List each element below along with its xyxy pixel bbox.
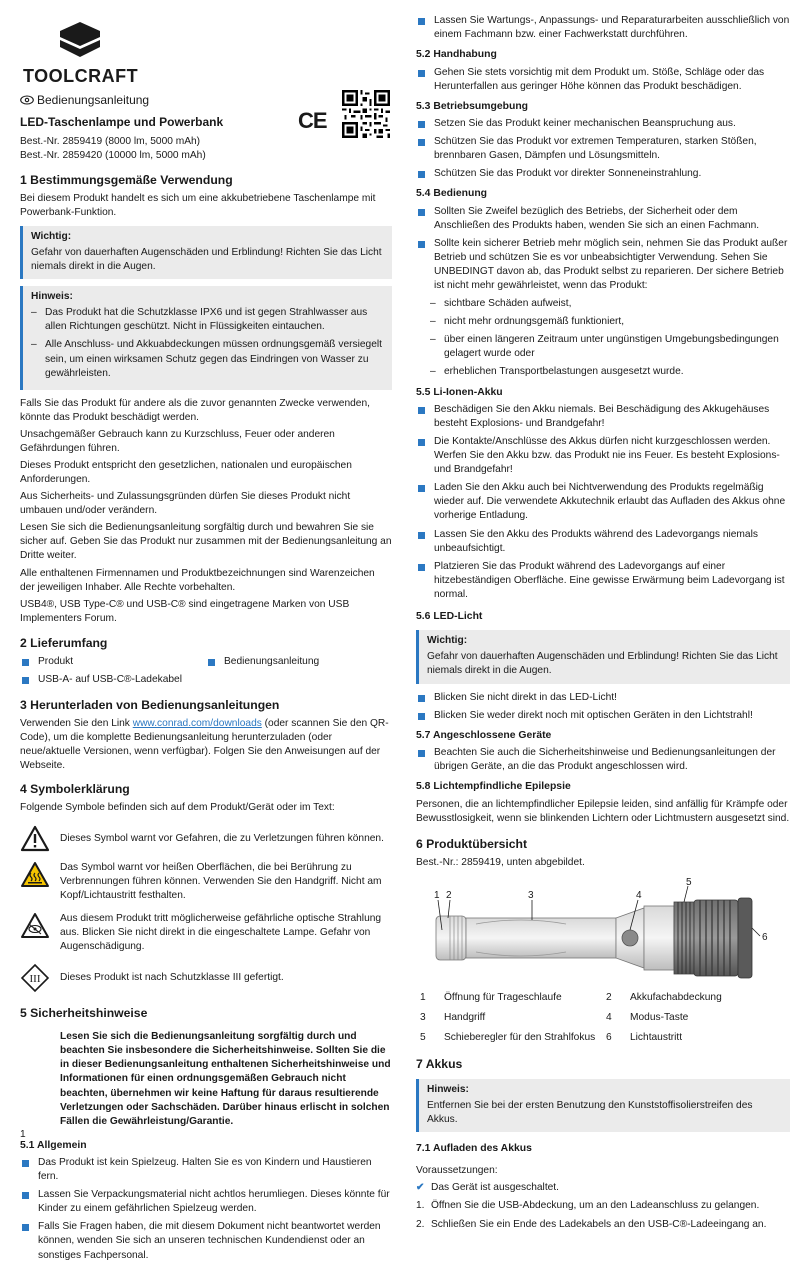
doc-type: Bedienungsanleitung — [37, 93, 150, 107]
note-item: – Das Produkt hat die Schutzklasse IPX6 und ist gegen Strahlwasser aus allen Richtungen geschützt. Nicht in Flüssigkeiten eintauchen. — [31, 306, 384, 334]
item-number-1: Best.-Nr. 2859419 (8000 lm, 5000 mAh) — [20, 136, 201, 148]
qr-code-icon[interactable] — [342, 90, 390, 138]
list-item: Lassen Sie den Akku des Produkts während des Ladevorgangs niemals unbeaufsichtigt. — [416, 528, 790, 556]
warning-text: Gefahr von dauerhaften Augenschäden und Erblindung! Richten Sie das Licht niemals direkt in die Augen. — [427, 651, 778, 677]
warning-title: Wichtig: — [427, 635, 468, 647]
overview-intro: Best.-Nr.: 2859419, unten abgebildet. — [416, 856, 585, 868]
optical-radiation-icon — [20, 912, 50, 939]
symbol-intro: Folgende Symbole befinden sich auf dem Produkt/Gerät oder im Text: — [20, 801, 335, 813]
section-3-heading: 3 Herunterladen von Bedienungsanleitungen — [20, 697, 280, 712]
sub-item: – über einen längeren Zeitraum unter ungünstigen Umgebungsbedingungen gelagert wurde oder — [430, 333, 790, 361]
paragraph: Alle enthaltenen Firmennamen und Produktbezeichnungen sind Warenzeichen der jeweiligen Inhaber. Alle Rechte vorbehalten. — [20, 567, 375, 593]
section-7-heading: 7 Akkus — [416, 1056, 463, 1071]
symbol-row — [20, 861, 392, 903]
paragraph: Unsachgemäßer Gebrauch kann zu Kurzschluss, Feuer oder anderen Gefährdungen führen. — [20, 428, 335, 454]
eye-icon — [20, 95, 34, 105]
list-item: Sollten Sie Zweifel bezüglich des Betriebs, der Sicherheit oder dem Anschließen des Produkts haben, wenden Sie sich an einen Fachmann. — [416, 205, 790, 233]
section-6-heading: 6 Produktübersicht — [416, 836, 528, 851]
list-item: Falls Sie Fragen haben, die mit diesem Dokument nicht beantwortet werden können, wenden Sie sich an unseren technischen Kundendienst oder an sonstiges Fachpersonal. — [20, 1220, 392, 1262]
note-box — [20, 286, 392, 389]
delivery-item: USB-A- auf USB-C®-Ladekabel — [20, 673, 206, 687]
sub-item: – erheblichen Transportbelastungen ausgesetzt wurde. — [430, 365, 790, 379]
list-item: Das Produkt ist kein Spielzeug. Halten Sie es von Kindern und Haustieren fern. — [20, 1156, 392, 1184]
callout-4: 4 — [636, 889, 642, 901]
symbol-text: Das Symbol warnt vor heißen Oberflächen, die bei Berührung zu Verbrennungen führen können. Verwenden Sie den Handgriff. Nicht am Kopf/Lichtaustritt festhalten. — [60, 861, 382, 902]
note-title: Hinweis: — [31, 291, 73, 303]
list-item: Die Kontakte/Anschlüsse des Akkus dürfen nicht kurzgeschlossen werden. Werfen Sie den Akku bzw. das Produkt nie ins Feuer. Es besteht Explosions- und Brandgefahr! — [416, 435, 790, 477]
sub-item: – nicht mehr ordnungsgemäß funktioniert, — [430, 315, 790, 329]
section-5-3-heading: 5.3 Betriebsumgebung — [416, 100, 529, 112]
list-item: Beschädigen Sie den Akku niemals. Bei Beschädigung des Akkugehäuses besteht Explosions- und Brandgefahr! — [416, 403, 790, 431]
warning-box — [20, 226, 392, 279]
section-5-5-heading: 5.5 Li-Ionen-Akku — [416, 386, 503, 398]
item-number-2: Best.-Nr. 2859420 (10000 lm, 5000 mAh) — [20, 150, 206, 162]
ce-mark: CE — [298, 108, 327, 133]
section-2-heading: 2 Lieferumfang — [20, 635, 108, 650]
list-item: Lassen Sie Wartungs-, Anpassungs- und Reparaturarbeiten ausschließlich von einem Fachmann bzw. einer Fachwerkstatt durchführen. — [416, 14, 790, 42]
download-link[interactable]: www.conrad.com/downloads — [132, 717, 262, 729]
scope-of-delivery — [20, 655, 392, 691]
callout-5: 5 — [686, 876, 692, 888]
section-1-heading: 1 Bestimmungsgemäße Verwendung — [20, 173, 233, 187]
table-row: 5 Schieberegler für den Strahlfokus 6 Lichtaustritt — [420, 1031, 683, 1043]
checkmark-icon: ✔ — [416, 1182, 425, 1194]
section-5-8-heading: 5.8 Lichtempfindliche Epilepsie — [416, 781, 571, 793]
sub-item: – sichtbare Schäden aufweist, — [430, 297, 790, 311]
section-4-heading: 4 Symbolerklärung — [20, 781, 130, 796]
symbol-text: Dieses Produkt ist nach Schutzklasse III gefertigt. — [60, 972, 284, 984]
hot-surface-icon — [20, 861, 50, 888]
safety-intro: Lesen Sie sich die Bedienungsanleitung sorgfältig durch und beachten Sie insbesondere die Sicherheitshinweise. Sollten Sie die in dieser Bedienungsanleitung enthaltenen Sicherheitshinweise und Informationen für einen ordnungsgemäßen Gebrauch nicht beachten, übernehmen wir keine Haftung für daraus resultierende Verletzungen oder Sachschäden. Darüber hinaus erlischt in solchen Fällen die Gewährleistung/Garantie. — [60, 1031, 391, 1127]
list-item: Platzieren Sie das Produkt während des Ladevorgangs auf einer hitzebeständigen Oberfläche. Eine gewisse Erwärmung beim Ladevorgang ist normal. — [416, 560, 790, 602]
warning-text: Gefahr von dauerhaften Augenschäden und Erblindung! Richten Sie das Licht niemals direkt in die Augen. — [31, 247, 382, 273]
step-item: 2. Schließen Sie ein Ende des Ladekabels an den USB-C®-Ladeeingang an. — [416, 1218, 767, 1230]
paragraph: Lesen Sie sich die Bedienungsanleitung sorgfältig durch und bewahren Sie sie sicher auf. Geben Sie das Produkt nur zusammen mit der Bedienungsanleitung an Dritte weiter. — [20, 522, 392, 562]
page-number: 1 — [20, 1129, 26, 1140]
section-5-6-heading: 5.6 LED-Licht — [416, 610, 483, 622]
symbol-text: Dieses Symbol warnt vor Gefahren, die zu Verletzungen führen können. — [60, 832, 384, 844]
prerequisites-label: Voraussetzungen: — [416, 1165, 498, 1177]
list-item: Schützen Sie das Produkt vor direkter Sonneneinstrahlung. — [416, 167, 790, 181]
callout-2: 2 — [446, 889, 452, 901]
list-item: Beachten Sie auch die Sicherheitshinweise und Bedienungsanleitungen der übrigen Geräte, an die das Produkt angeschlossen wird. — [416, 746, 790, 774]
list-item: Blicken Sie weder direkt noch mit optischen Geräten in den Lichtstrahl! — [416, 709, 790, 723]
product-title: LED-Taschenlampe und Powerbank — [20, 114, 224, 129]
warning-triangle-icon — [20, 825, 50, 852]
delivery-item: Bedienungsanleitung — [206, 655, 392, 669]
symbol-text: Aus diesem Produkt tritt möglicherweise gefährliche optische Strahlung aus. Blicken Sie nicht direkt in die eingeschaltete Lampe. Gefahr von Augenschädigung. — [60, 913, 382, 953]
brand-name: TOOLCRAFT — [23, 66, 139, 86]
flashlight-illustration — [416, 878, 788, 982]
list-item: Blicken Sie nicht direkt in das LED-Licht! — [416, 691, 790, 705]
note-title: Hinweis: — [427, 1083, 469, 1095]
epilepsy-text: Personen, die an lichtempfindlicher Epilepsie leiden, sind anfällig für Krämpfe oder Bewusstlosigkeit, wenn sie blinkenden Lichtern oder Lichtmustern ausgesetzt sind. — [416, 798, 790, 824]
parts-table — [416, 988, 746, 1048]
prerequisite-item: ✔ Das Gerät ist ausgeschaltet. — [416, 1181, 790, 1195]
download-text: Verwenden Sie den Link www.conrad.com/downloads (oder scannen Sie den QR-Code), um die komplette Bedienungsanleitung herunterzuladen (oder neue/aktuelle Versionen, wenn verfügbar). Folgen Sie den Anweisungen auf der Webseite. — [20, 717, 389, 771]
toolcraft-logo-icon — [58, 22, 102, 58]
brand-logo — [20, 22, 150, 86]
note-text: Entfernen Sie bei der ersten Benutzung den Kunststoffisolierstreifen des Akkus. — [427, 1099, 753, 1125]
callout-6: 6 — [762, 931, 768, 943]
symbol-row — [20, 912, 392, 954]
protection-class-iii-icon — [20, 963, 50, 993]
list-item: Sollte kein sicherer Betrieb mehr möglich sein, nehmen Sie das Produkt außer Betrieb und schützen Sie es vor unbeabsichtigter Verwendung. Sehen Sie UNBEDINGT davon ab, das Produkt selbst zu reparieren. Der sichere Betrieb ist nicht mehr gewährleistet, wenn das Produkt: — [416, 237, 790, 293]
table-row: 1 Öffnung für Trageschlaufe 2 Akkufachabdeckung — [420, 991, 722, 1003]
section-7-1-heading: 7.1 Aufladen des Akkus — [416, 1142, 532, 1154]
warning-box — [416, 630, 790, 683]
list-item: Setzen Sie das Produkt keiner mechanischen Beanspruchung aus. — [416, 117, 790, 131]
section-1-intro: Bei diesem Produkt handelt es sich um eine akkubetriebene Taschenlampe mit Powerbank-Funktion. — [20, 192, 376, 218]
paragraph: Aus Sicherheits- und Zulassungsgründen dürfen Sie dieses Produkt nicht umbauen und/oder verändern. — [20, 491, 351, 517]
callout-1: 1 — [434, 889, 440, 901]
symbol-row — [20, 825, 392, 852]
callout-3: 3 — [528, 889, 534, 901]
section-5-4-heading: 5.4 Bedienung — [416, 188, 488, 200]
step-item: 1. Öffnen Sie die USB-Abdeckung, um an den Ladeanschluss zu gelangen. — [416, 1200, 760, 1212]
section-5-2-heading: 5.2 Handhabung — [416, 49, 497, 61]
section-5-1-heading: 5.1 Allgemein — [20, 1139, 87, 1151]
list-item: Schützen Sie das Produkt vor extremen Temperaturen, starken Stößen, brennbaren Gasen, Dämpfen und Lösungsmitteln. — [416, 135, 790, 163]
paragraph: Falls Sie das Produkt für andere als die zuvor genannten Zwecke verwenden, könnte das Produkt beschädigt werden. — [20, 397, 370, 423]
list-item: Lassen Sie Verpackungsmaterial nicht achtlos herumliegen. Dieses könnte für Kinder zu einem gefährlichen Spielzeug werden. — [20, 1188, 392, 1216]
list-item: Gehen Sie stets vorsichtig mit dem Produkt um. Stöße, Schläge oder das Herunterfallen aus geringer Höhe können das Produkt beschädigen. — [416, 66, 790, 94]
symbol-row — [20, 963, 392, 993]
section-5-7-heading: 5.7 Angeschlossene Geräte — [416, 729, 552, 741]
note-item: – Alle Anschluss- und Akkuabdeckungen müssen ordnungsgemäß versiegelt sein, um einen wirksamen Schutz gegen das Eindringen von Wasser zu gewährleisten. — [31, 338, 384, 380]
paragraph: Dieses Produkt entspricht den gesetzlichen, nationalen und europäischen Anforderungen. — [20, 460, 352, 486]
delivery-item: Produkt — [20, 655, 206, 669]
class-iii-label: III — [29, 973, 41, 986]
warning-title: Wichtig: — [31, 230, 72, 242]
table-row: 3 Handgriff 4 Modus-Taste — [420, 1011, 689, 1023]
section-5-heading: 5 Sicherheitshinweise — [20, 1006, 148, 1021]
paragraph: USB4®, USB Type-C® und USB-C® sind eingetragene Marken von USB Implementers Forum. — [20, 598, 350, 624]
note-box — [416, 1079, 790, 1132]
list-item: Laden Sie den Akku auch bei Nichtverwendung des Produkts regelmäßig wieder auf. Die verwendete Akkutechnik erlaubt das Aufladen des Akkus ohne vorherige Entladung. — [416, 481, 790, 523]
